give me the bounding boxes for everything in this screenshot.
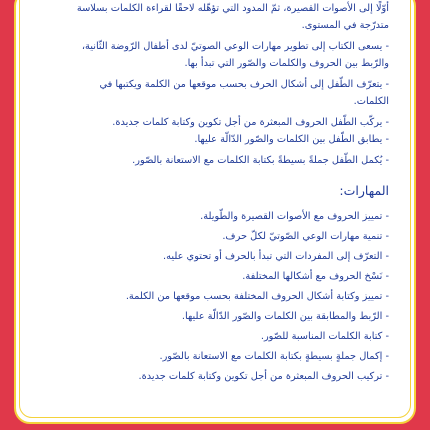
skill-item: - تنمية مهارات الوعي الصّوتيّ لكلّ حرف. <box>222 231 389 242</box>
skill-item: - التعرّف إلى المفردات التي تبدأ بالحرف أو تحتوي عليه. <box>163 251 389 262</box>
intro-line: الكلمات. <box>353 96 389 107</box>
skill-item: - تمييز الحروف مع الأصوات القصيرة والطّويلة. <box>200 211 389 222</box>
skill-item: - تركيب الحروف المبعثرة من أجل تكوين وكتابة كلمات جديدة. <box>138 371 389 382</box>
skills-heading: المهارات: <box>339 183 389 198</box>
intro-line: - يُكمل الطّفل جملةً بسيطةً بكتابة الكلمات مع الاستعانة بالصّور. <box>132 155 389 166</box>
intro-line: - يسعى الكتاب إلى تطوير مهارات الوعي الصوتيّ لدى أطفال الرّوضة الثّانية، <box>81 41 389 52</box>
intro-text <box>34 0 389 169</box>
skill-item: - الرّبط والمطابقة بين الكلمات والصّور الدّالّة عليها. <box>181 311 389 322</box>
intro-line: متدرّجة في المستوى. <box>301 20 389 31</box>
intro-line: والرّبط بين الحروف والكلمات والصّور التي تبدأ بها. <box>184 58 389 69</box>
skill-item: - إكمال جملةٍ بسيطةٍ بكتابة الكلمات مع الاستعانة بالصّور. <box>159 351 389 362</box>
intro-line: - يتعرّف الطّفل إلى أشكال الحرف بحسب موقعها من الكلمة ويكتبها في <box>99 79 389 90</box>
skill-item: - تمييز وكتابة أشكال الحروف المختلفة بحسب موقعها من الكلمة. <box>125 291 389 302</box>
intro-line: أوّلًا إلى الأصوات القصيرة، ثمّ المدود التي تؤهّله لاحقًا لقراءة الكلمات بسلاسة <box>76 3 389 14</box>
skills-list <box>34 207 389 387</box>
skill-item: - كتابة الكلمات المناسبة للصّور. <box>260 331 389 342</box>
document-content <box>34 0 389 430</box>
intro-line: - يركّب الطّفل الحروف المبعثرة من أجل تكوين وكتابة كلمات جديدة. <box>112 117 389 128</box>
skill-item: - نَسْخ الحروف مع أشكالها المختلفة. <box>242 271 389 282</box>
intro-line: - يطابق الطّفل بين الكلمات والصّور الدّالّة عليها. <box>194 134 389 145</box>
